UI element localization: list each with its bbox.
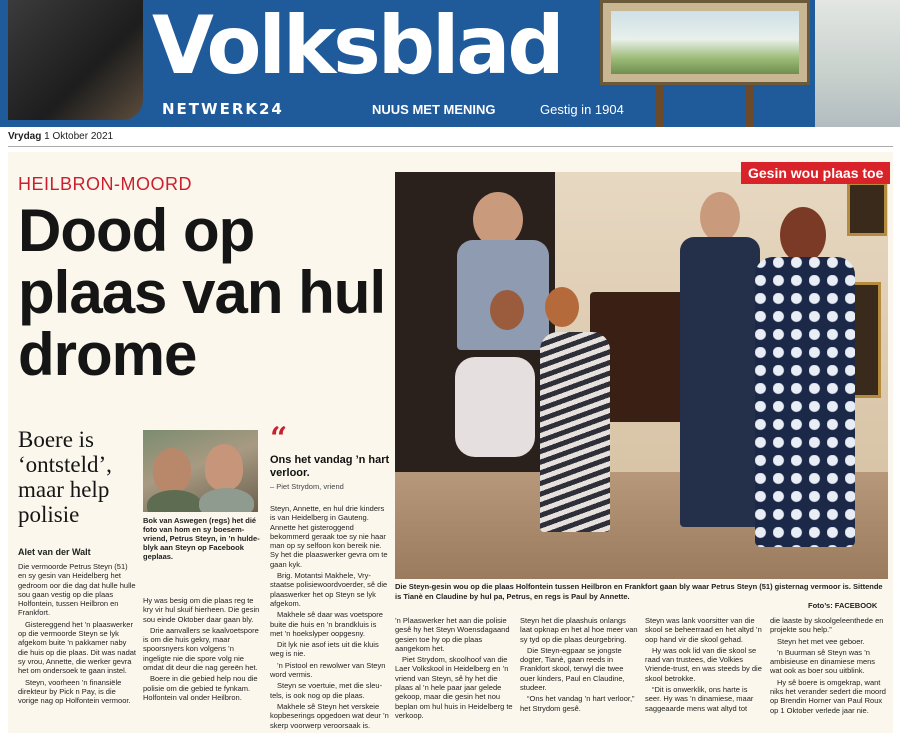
pull-quote: Ons het vandag ’n hart verloor. <box>270 454 390 479</box>
article-subhead: Boere is ‘ontsteld’, maar help polisie <box>18 427 112 527</box>
masthead-painting <box>600 0 810 85</box>
masthead-tagline: NUUS MET MENING <box>372 102 496 117</box>
paragraph: Die Steyn-egpaar se jongste dogter, Tianè, gaan reeds in Frankfort skool, terwyl die twee ouer kinders, Paul en Claudine, studeer. <box>520 645 625 693</box>
paragraph: Piet Strydom, skoolhoof van die Laer Volkskool in Heidelberg en ’n vriend van Steyn, sê hy het die plaas al ’n hele paar jaar gelede gekoop, maar die gesin het nou beplan om hul huis in Heidelberg te verkoop. <box>395 655 513 720</box>
dateline-day: Vrydag <box>8 131 42 142</box>
dateline-date: 1 Oktober 2021 <box>44 131 114 142</box>
paragraph: Steyn het met vee geboer. <box>777 636 865 646</box>
masthead <box>0 0 900 127</box>
paragraph: “Ons het vandag ’n hart verloor,” het Strydom gesê. <box>520 694 635 713</box>
article-byline: Alet van der Walt <box>18 547 91 557</box>
photo-credit: Foto’s: FACEBOOK <box>808 601 878 610</box>
body-column-1 <box>18 562 138 707</box>
paragraph: Steyn het die plaashuis onlangs laat opknap en het al hoe meer van sy tyd op die plaas deurgebring. <box>520 616 638 644</box>
family-photo <box>395 172 888 579</box>
paragraph: Steyn, voorheen ’n finansiële direkteur by Pick n Pay, is die vorige nag op Holfontein vermoor. <box>18 677 131 706</box>
paragraph: Brig. Motantsi Makhele, Vrystaatse polisiewoordvoerder, sê die plaaswerker het op Steyn se lyk afgekom. <box>270 571 388 608</box>
photo-tag: Gesin wou plaas toe <box>741 162 890 184</box>
masthead-title[interactable]: Volksblad <box>152 0 562 92</box>
inset-caption: Bok van Aswegen (regs) het dié foto van hom en sy boesemvriend, Petrus Steyn, in ’n huldeblyk aan Steyn op Facebook geplaas. <box>143 516 260 561</box>
paragraph: ’n Plaaswerker het aan die polisie gesê hy het Steyn Woensdagaand gesien toe hy op die plaas aangekom het. <box>395 616 510 653</box>
paragraph: ’n Buurman sê Steyn was ’n ambisieuse en dinamiese mens wat ook as boer sou uitblink. <box>770 647 876 676</box>
paragraph: die laaste by skoolgeleenthede en projekte sou help.” <box>770 616 884 635</box>
paragraph: Steyn was lank voorsitter van die skool se beheerraad en het altyd ’n oop hand vir die skool gehad. <box>645 616 762 644</box>
paragraph: Drie aanvallers se kaalvoetspore is om die huis gekry, maar spoorsnyers kon volgens ’n ingeligte nie die spore volg nie omdat dit deur die nag gereën het. <box>143 625 259 673</box>
paragraph: Die vermoorde Petrus Steyn (51) en sy gesin van Heidelberg het gedroom oor die dag dat hulle hulle sou gaan vestig op die plaas Holfontein, tussen Heilbron en Frankfort. <box>18 562 136 618</box>
paragraph: Steyn, Annette, en hul drie kinders is van Heidelberg in Gauteng. Annette het gisteroggend bekommerd geraak toe sy nie haar man op sy selfoon kon bereik nie. Sy het die plaaswerker gevra om te gaan kyk. <box>270 504 388 569</box>
paragraph: ’n Pistool en rewolwer van Steyn word vermis. <box>270 660 386 680</box>
paragraph: Hy was besig om die plaas reg te kry vir hul skuif hierheen. Die gesin sou einde Oktober daar gaan bly. <box>143 596 260 624</box>
photo-caption: Die Steyn-gesin wou op die plaas Holfontein tussen Heilbron en Frankfort gaan bly waar Petrus Steyn (51) gisternag vermoor is. Sittende is Tianè en Claudine by hul pa, Petrus, en regs is Paul by Annette. <box>395 582 883 601</box>
paragraph: Makhele sê daar was voetspore buite die huis en ’n brandkluis is met ’n hoekslyper oopgesny. <box>270 610 383 638</box>
quote-mark: “ <box>270 421 288 456</box>
paragraph: Steyn se voertuie, met die sleutels, is ook nog op die plaas. <box>270 681 383 700</box>
easel-leg <box>745 85 753 127</box>
article-kicker: HEILBRON-MOORD <box>18 174 193 194</box>
paragraph: Gistereggend het ’n plaaswerker op die vermoorde Steyn se lyk afgekom buite ’n pakkamer naby die huis op die plaas. Dit was nadat sy vrou, Annette, die werker gevra het om ondersoek te gaan instel. <box>18 619 136 676</box>
masthead-photo-left <box>8 0 143 120</box>
paragraph: “Dit is onwerklik, ons harte is seer. Hy was ’n dinamiese, maar saggeaarde mens wat altyd tot <box>645 685 754 713</box>
body-column-6 <box>645 616 763 715</box>
article <box>8 152 893 733</box>
body-column-4 <box>395 616 513 722</box>
body-column-3 <box>270 504 390 732</box>
body-column-7 <box>770 616 888 717</box>
dateline <box>8 131 113 142</box>
inset-photo <box>143 430 258 512</box>
paragraph: Makhele sê Steyn het verskeie kopbeserings opgedoen wat deur ’n skerp voorwerp veroorsaak is. <box>270 701 389 730</box>
paragraph: Hy was ook lid van die skool se raad van trustees, die Volkies Vriende-trust, en was steeds by die skool betrokke. <box>645 645 762 683</box>
article-headline: Dood op plaas van hul drome <box>18 197 386 388</box>
masthead-since: Gestig in 1904 <box>540 102 624 117</box>
easel-leg <box>655 85 663 127</box>
pull-quote-attribution: – Piet Strydom, vriend <box>270 482 344 491</box>
masthead-photo-right <box>815 0 900 127</box>
body-column-2 <box>143 596 261 704</box>
masthead-network: NETWERK24 <box>162 100 284 118</box>
divider <box>8 146 893 147</box>
body-column-5 <box>520 616 638 715</box>
paragraph: Hy sê boere is omgekrap, want niks het verander sedert die moord op Brendin Horner van Paul Roux op 1 Oktober verlede jaar nie. <box>770 677 886 715</box>
paragraph: Dit lyk nie asof iets uit die kluis weg is nie. <box>270 640 379 659</box>
paragraph: Boere in die gebied help nou die polisie om die gebied te fynkam. Holfontein val onder Heilbron. <box>143 674 258 702</box>
